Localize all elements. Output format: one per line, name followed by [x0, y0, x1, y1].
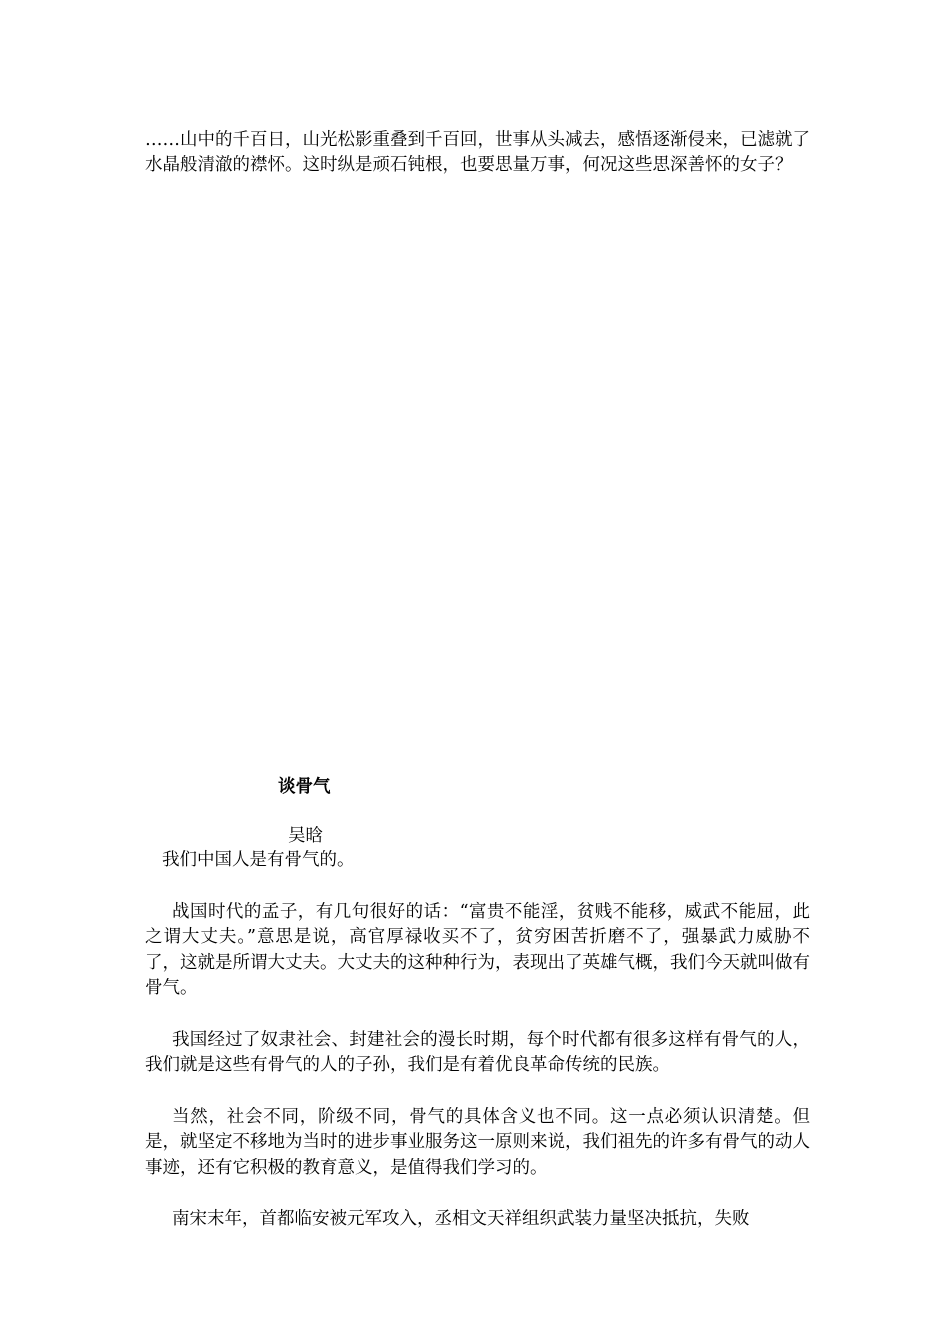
article-paragraph: 南宋末年，首都临安被元军攻入，丞相文天祥组织武装力量坚决抵抗，失败 [172, 1209, 750, 1229]
article-title: 谈骨气 [278, 777, 331, 797]
excerpt-paragraph: ……山中的千百日，山光松影重叠到千百回，世事从头减去，感悟逐渐侵来，已滤就了水晶般清澈的襟怀。这时纵是顽石钝根，也要思量万事，何况这些思深善怀的女子？ [145, 130, 810, 175]
article-paragraph: 战国时代的孟子，有几句很好的话：“富贵不能淫，贫贱不能移，威武不能屈，此之谓大丈夫。”意思是说，高官厚禄收买不了，贫穷困苦折磨不了，强暴武力威胁不了，这就是所谓大丈夫。大丈夫的这种种行为，表现出了英雄气概，我们今天就叫做有骨气。 [145, 901, 810, 998]
article-paragraph: 我们中国人是有骨气的。 [162, 850, 355, 870]
article-author: 吴晗 [288, 826, 323, 846]
article-body [145, 848, 810, 1259]
article-paragraph: 当然，社会不同，阶级不同，骨气的具体含义也不同。这一点必须认识清楚。但是，就坚定不移地为当时的进步事业服务这一原则来说，我们祖先的许多有骨气的动人事迹，还有它积极的教育意义，是值得我们学习的。 [145, 1106, 810, 1178]
article-paragraph: 我国经过了奴隶社会、封建社会的漫长时期，每个时代都有很多这样有骨气的人，我们就是这些有骨气的人的子孙，我们是有着优良革命传统的民族。 [145, 1029, 810, 1075]
